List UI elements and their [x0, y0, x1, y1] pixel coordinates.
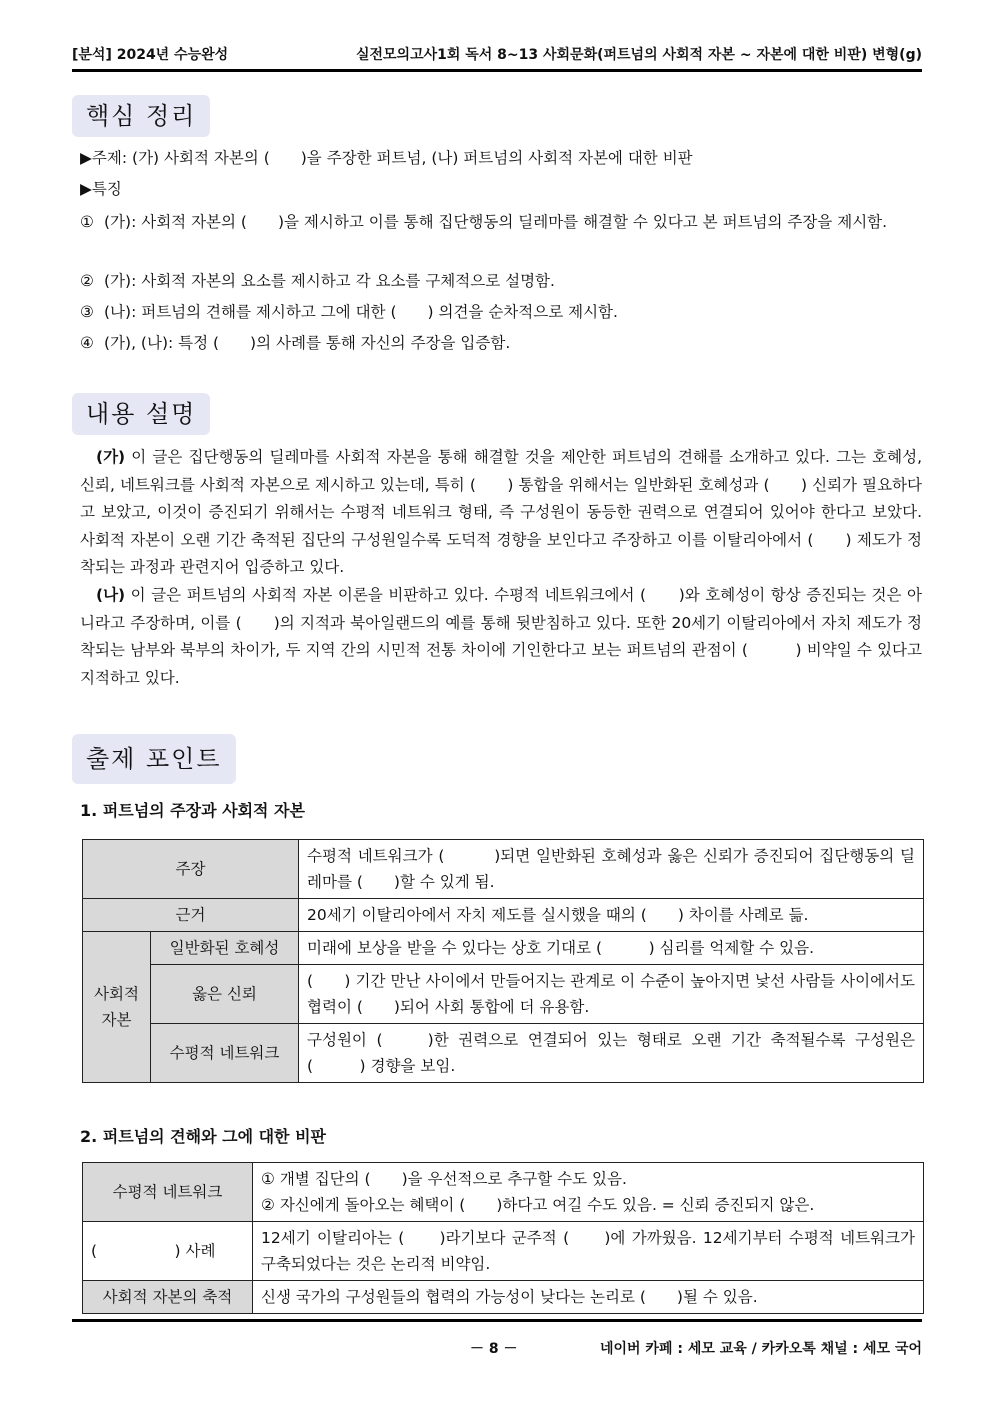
table-row	[83, 1163, 924, 1222]
table-cell-basis: 20세기 이탈리아에서 자치 제도를 실시했을 때의 ( ) 차이를 사례로 듦.	[299, 899, 924, 932]
table-label-trust: 옳은 신뢰	[151, 965, 299, 1024]
table-cell-trust: ( ) 기간 만난 사이에서 만들어지는 관계로 이 수준이 높아지면 낯선 사람들 사이에서도 협력이 ( )되어 사회 통합에 더 유용함.	[299, 965, 924, 1024]
para-label-na: (나)	[96, 586, 126, 604]
page-header	[72, 44, 922, 66]
table-cell-line: ① 개별 집단의 ( )을 우선적으로 추구할 수도 있음.	[261, 1170, 627, 1188]
core-item-num: ④	[80, 334, 94, 352]
table-label-network: 수평적 네트워크	[151, 1024, 299, 1083]
table-criticism	[82, 1162, 924, 1314]
table-label-accumulation: 사회적 자본의 축적	[83, 1281, 253, 1314]
footer-text: 네이버 카페 : 세모 교육 / 카카오톡 채널 : 세모 국어	[599, 1341, 922, 1357]
core-item-text: (가), (나): 특정 ( )의 사례를 통해 자신의 주장을 입증함.	[104, 334, 511, 352]
table-cell-line: 신생 국가의 구성원들의 협력의 가능성이 낮다는 논리로 ( )될 수 있음.	[261, 1288, 758, 1306]
content-paragraph-ga	[80, 444, 922, 582]
header-left: [분석] 2024년 수능완성	[72, 47, 229, 63]
header-right: 실전모의고사1회 독서 8~13 사회문화(퍼트넘의 사회적 자본 ~ 자본에 대한 비판) 변형(g)	[355, 47, 922, 63]
table-row	[83, 965, 924, 1024]
section-title-core: 핵심 정리	[72, 95, 210, 137]
para-text-ga: 이 글은 집단행동의 딜레마를 사회적 자본을 통해 해결할 것을 제안한 퍼트넘의 견해를 소개하고 있다. 그는 호혜성, 신뢰, 네트워크를 사회적 자본으로 제시하고 있는데, 특히 ( ) 통합을 위해서는 일반화된 호혜성과 ( ) 신뢰가 필요하다고 보았고, 이것이 증진되기 위해서는 수평적 네트워크 형태, 즉 구성원이 동등한 권력으로 연결되어 있어야 한다고 보았다. 사회적 자본이 오랜 기간 축적된 집단의 구성원일수록 도덕적 경향을 보인다고 주장하고 이를 이탈리아에서 ( ) 제도가 정착되는 과정과 관련지어 입증하고 있다.	[80, 448, 922, 576]
core-feature-label: ▶특징	[80, 180, 122, 198]
para-text-na: 이 글은 퍼트넘의 사회적 자본 이론을 비판하고 있다. 수평적 네트워크에서 ( )와 호혜성이 항상 증진되는 것은 아니라고 주장하며, 이를 ( )의 지적과 북아일랜드의 예를 통해 뒷받침하고 있다. 또한 20세기 이탈리아에서 자치 제도가 정착되는 남부와 북부의 차이가, 두 지역 간의 시민적 전통 차이에 기인한다고 보는 퍼트넘의 관점이 ( ) 비약일 수 있다고 지적하고 있다.	[80, 586, 922, 687]
table-cell-claim: 수평적 네트워크가 ( )되면 일반화된 호혜성과 옳은 신뢰가 증진되어 집단행동의 딜레마를 ( )할 수 있게 됨.	[299, 840, 924, 899]
content-paragraph-na	[80, 582, 922, 692]
table-label-case: ( ) 사례	[83, 1222, 253, 1281]
subheading-1: 1. 퍼트넘의 주장과 사회적 자본	[80, 801, 305, 820]
table-row	[83, 932, 924, 965]
table-cell-case	[253, 1222, 924, 1281]
table-row	[83, 1222, 924, 1281]
core-item-num: ③	[80, 303, 94, 321]
header-rule	[72, 69, 922, 72]
section-title-content: 내용 설명	[72, 393, 210, 435]
core-theme: ▶주제: (가) 사회적 자본의 ( )을 주장한 퍼트넘, (나) 퍼트넘의 사회적 자본에 대한 비판	[80, 149, 693, 167]
table-label-claim: 주장	[83, 840, 299, 899]
table-cell-network: 구성원이 ( )한 권력으로 연결되어 있는 형태로 오랜 기간 축적될수록 구성원은 ( ) 경향을 보임.	[299, 1024, 924, 1083]
table-label-horizontal-network: 수평적 네트워크	[83, 1163, 253, 1222]
para-label-ga: (가)	[96, 448, 126, 466]
footer-rule	[72, 1319, 922, 1322]
subheading-2: 2. 퍼트넘의 견해와 그에 대한 비판	[80, 1127, 326, 1146]
core-item-text: (가): 사회적 자본의 요소를 제시하고 각 요소를 구체적으로 설명함.	[104, 272, 555, 290]
table-label-social-capital	[83, 932, 151, 1083]
table-label-basis: 근거	[83, 899, 299, 932]
core-item-num: ①	[80, 213, 94, 231]
table-row	[83, 899, 924, 932]
page-number: － 8 －	[470, 1341, 518, 1357]
table-cell-horizontal-network	[253, 1163, 924, 1222]
table-row	[83, 840, 924, 899]
core-item-num: ②	[80, 272, 94, 290]
table-row	[83, 1024, 924, 1083]
table-cell-accumulation	[253, 1281, 924, 1314]
table-cell-line: 12세기 이탈리아는 ( )라기보다 군주적 ( )에 가까웠음. 12세기부터 수평적 네트워크가 구축되었다는 것은 논리적 비약임.	[261, 1229, 915, 1273]
table-cell-reciprocity: 미래에 보상을 받을 수 있다는 상호 기대로 ( ) 심리를 억제할 수 있음.	[299, 932, 924, 965]
core-item-text: (가): 사회적 자본의 ( )을 제시하고 이를 통해 집단행동의 딜레마를 해결할 수 있다고 본 퍼트넘의 주장을 제시함.	[104, 213, 888, 231]
table-row	[83, 1281, 924, 1314]
social-capital-label: 사회적 자본	[94, 985, 139, 1029]
table-label-reciprocity: 일반화된 호혜성	[151, 932, 299, 965]
table-putnam-claims	[82, 839, 924, 1083]
table-cell-line: ② 자신에게 돌아오는 혜택이 ( )하다고 여길 수도 있음. = 신뢰 증진되지 않은.	[261, 1196, 815, 1214]
core-item-text: (나): 퍼트넘의 견해를 제시하고 그에 대한 ( ) 의견을 순차적으로 제시함.	[104, 303, 618, 321]
section-title-points: 출제 포인트	[72, 734, 236, 784]
